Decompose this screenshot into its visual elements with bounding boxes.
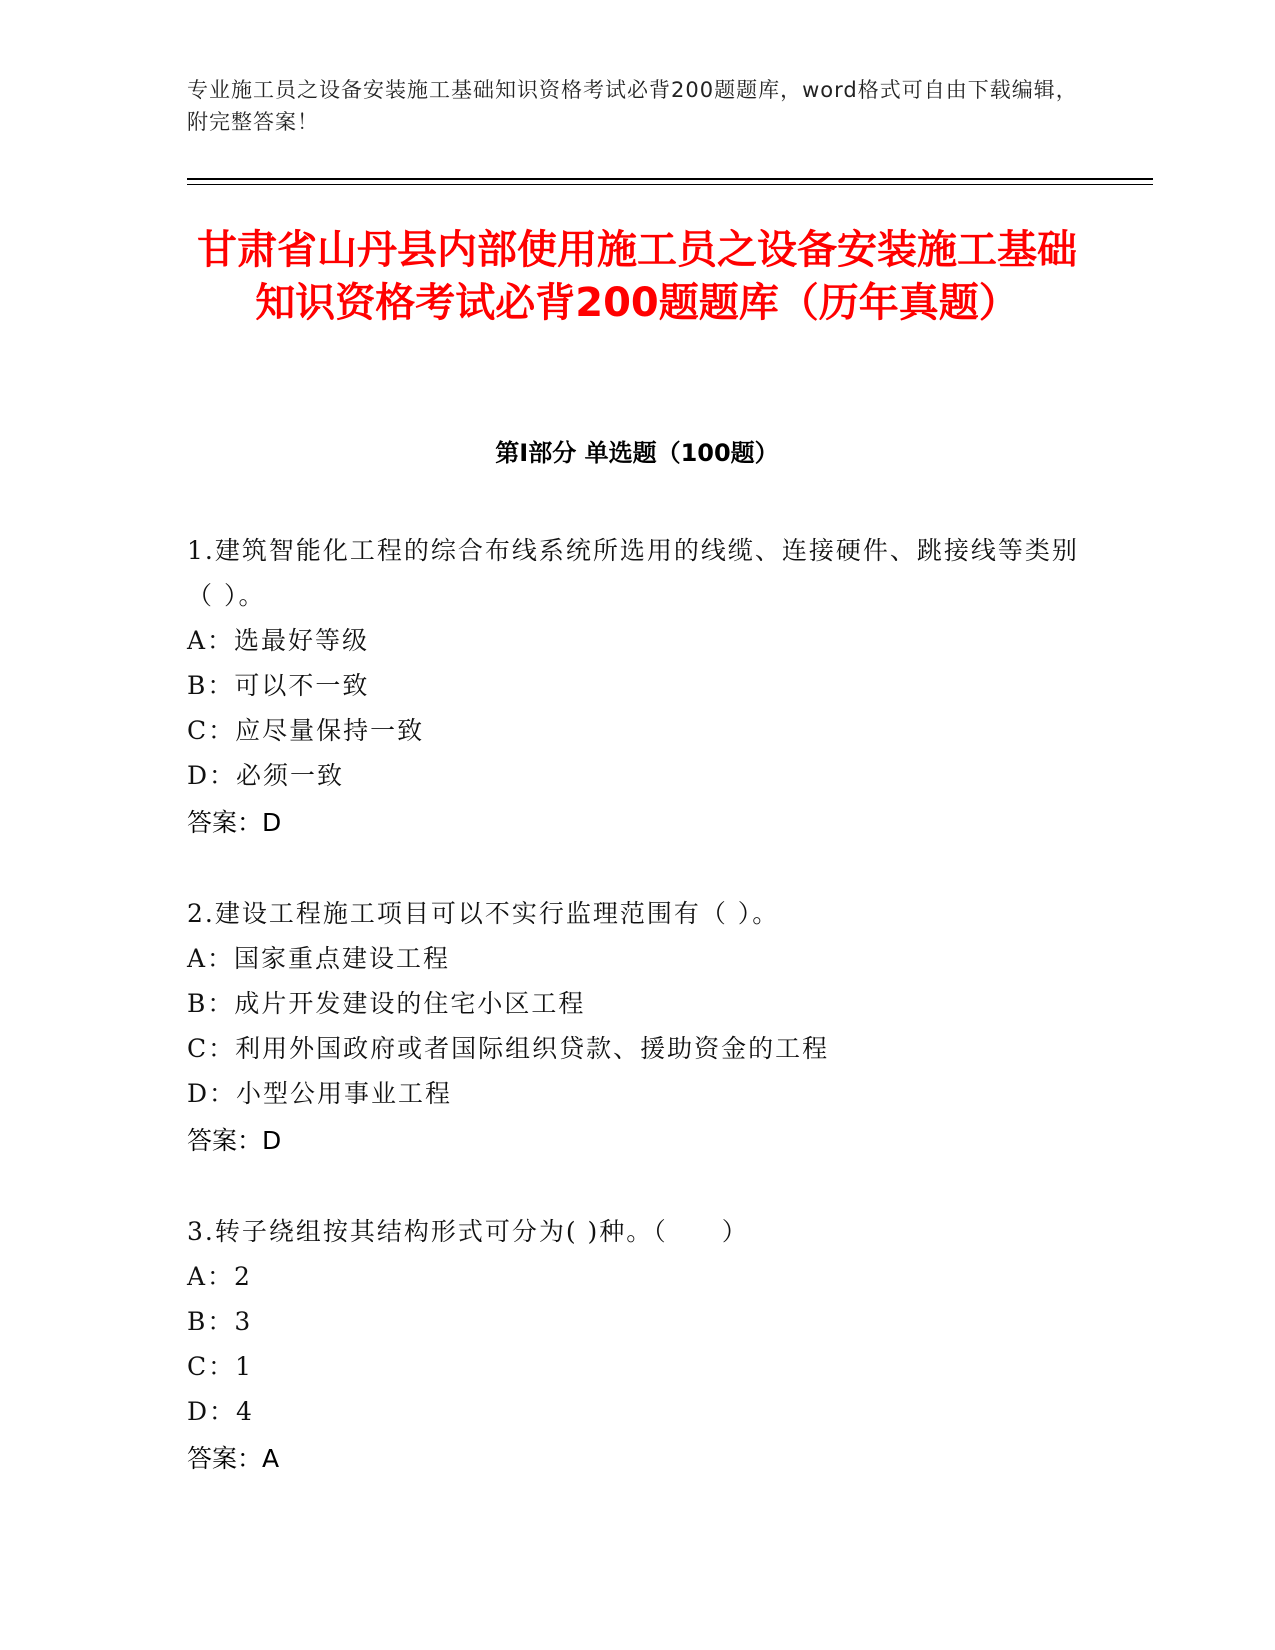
answer-line: 答案：D	[187, 808, 282, 837]
header-note: 专业施工员之设备安装施工基础知识资格考试必背200题题库，word格式可自由下载编辑，附完整答案！	[187, 78, 1078, 134]
option-b: B：成片开发建设的住宅小区工程	[187, 989, 586, 1018]
option-c: C：应尽量保持一致	[187, 716, 425, 745]
option-d: D：小型公用事业工程	[187, 1079, 453, 1108]
option-c: C：1	[187, 1352, 254, 1381]
section-heading: 第Ⅰ部分 单选题（100题）	[495, 439, 779, 467]
option-a: A：选最好等级	[187, 626, 370, 655]
question-1	[187, 528, 1087, 845]
question-stem: 2.建设工程施工项目可以不实行监理范围有（ ）。	[187, 899, 780, 928]
question-stem: 3.转子绕组按其结构形式可分为( )种。（ ）	[187, 1217, 749, 1246]
answer-line: 答案：A	[187, 1444, 280, 1473]
header-rule-thin	[187, 184, 1153, 185]
question-stem: 1.建筑智能化工程的综合布线系统所选用的线缆、连接硬件、跳接线等类别（ ）。	[187, 536, 1079, 610]
option-d: D：4	[187, 1397, 254, 1426]
option-c: C：利用外国政府或者国际组织贷款、援助资金的工程	[187, 1034, 830, 1063]
option-b: B：可以不一致	[187, 671, 370, 700]
answer-line: 答案：D	[187, 1126, 282, 1155]
document-title: 甘肃省山丹县内部使用施工员之设备安装施工基础知识资格考试必背200题题库（历年真题）	[197, 227, 1077, 326]
header-rule-thick	[187, 178, 1153, 180]
option-b: B：3	[187, 1307, 253, 1336]
question-3	[187, 1209, 1087, 1481]
question-2	[187, 891, 1087, 1163]
question-list	[187, 528, 1087, 1527]
option-d: D：必须一致	[187, 761, 345, 790]
option-a: A：2	[187, 1262, 252, 1291]
option-a: A：国家重点建设工程	[187, 944, 451, 973]
